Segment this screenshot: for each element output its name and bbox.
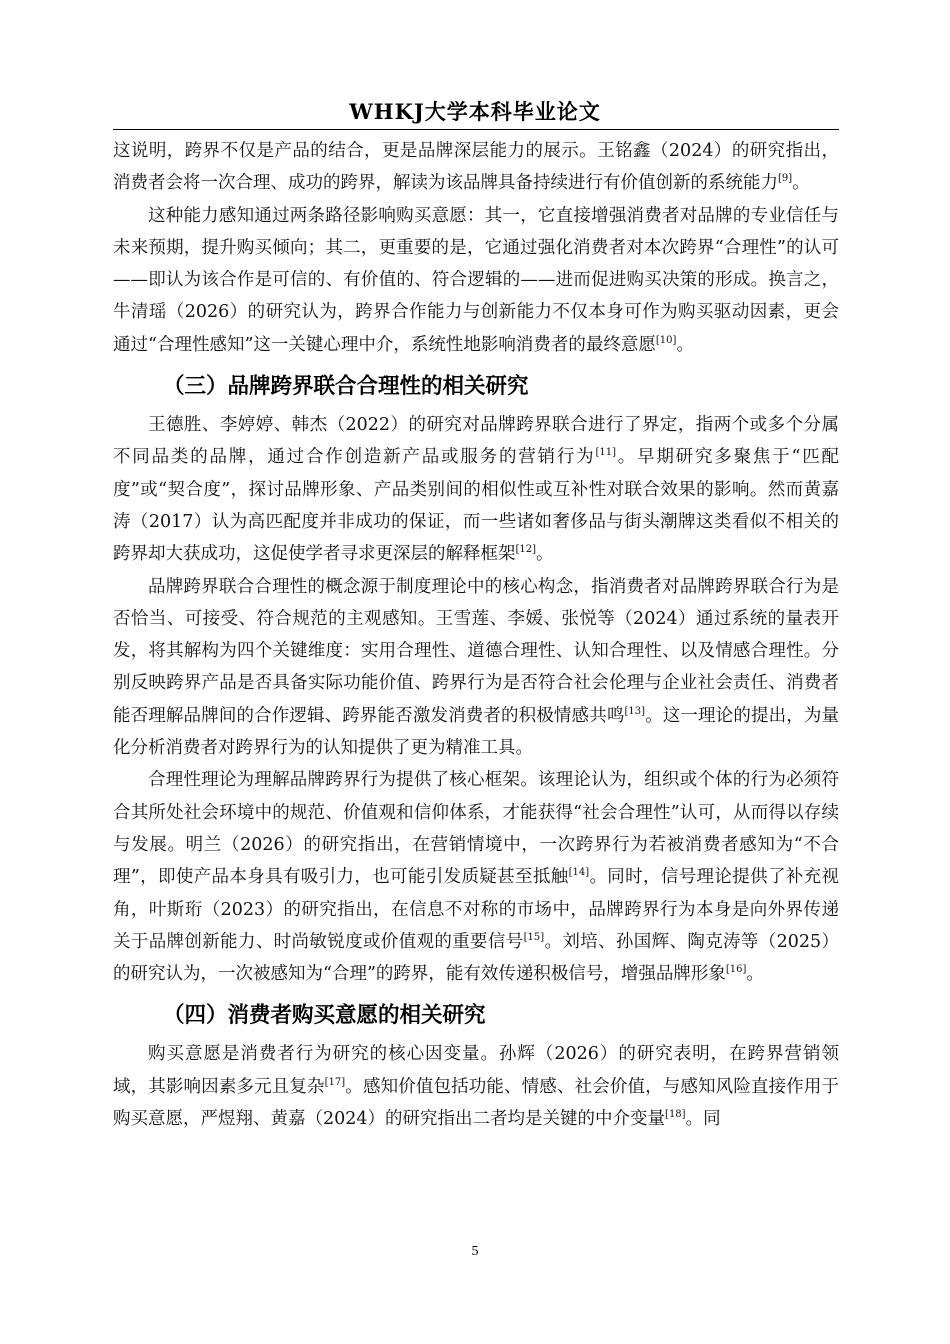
- citation: [17]: [324, 1076, 346, 1088]
- citation: [11]: [595, 447, 616, 459]
- citation: [18]: [665, 1109, 686, 1121]
- paragraph: [113, 135, 839, 200]
- paragraph-text: 。: [792, 173, 810, 194]
- paragraph: [113, 200, 839, 361]
- citation: [12]: [515, 544, 537, 556]
- paragraph-text: 这说明，跨界不仅是产品的结合，更是品牌深层能力的展示。王铭鑫（2024）的研究指出，消费者会将一次合理、成功的跨界，解读为该品牌具备持续进行有价值创新的系统能力: [113, 141, 839, 194]
- page-number: 5: [471, 1244, 479, 1259]
- paragraph-text: 购买意愿是消费者行为研究的核心因变量。孙辉（2026）的研究表明，在跨界营销领域，其影响因素多元且复杂: [113, 1044, 839, 1097]
- paragraph-text: 。同时，信号理论提供了补充视角，叶斯珩（2023）的研究指出，在信息不对称的市场中，品牌跨界行为本身是向外界传递关于品牌创新能力、时尚敏锐度或价值观的重要信号: [113, 867, 839, 952]
- citation: [9]: [778, 173, 793, 185]
- paragraph: [113, 764, 839, 990]
- citation: [10]: [655, 334, 677, 346]
- paragraph-text: 。同: [685, 1109, 721, 1130]
- paragraph-text: 。早期研究多聚焦于“匹配度”或“契合度”，探讨品牌形象、产品类别间的相似性或互补性对联合效果的影响。然而黄嘉涛（2017）认为高匹配度并非成功的保证，而一些诸如奢侈品与街头潮牌这类看似不相关的跨界却大获成功，这促使学者寻求更深层的解释框架: [113, 447, 840, 565]
- running-header: WHKJ大学本科毕业论文: [349, 99, 601, 124]
- paragraph-text: 这种能力感知通过两条路径影响购买意愿：其一，它直接增强消费者对品牌的专业信任与未来预期，提升购买倾向；其二，更重要的是，它通过强化消费者对本次跨界“合理性”的认可——即认为该合作是可信的、有价值的、符合逻辑的——进而促进购买决策的形成。换言之，牛清瑶（2026）的研究认为，跨界合作能力与创新能力不仅本身可作为购买驱动因素，更会通过“合理性感知”这一关键心理中介，系统性地影响消费者的最终意愿: [113, 205, 839, 355]
- paragraph-text: 合理性理论为理解品牌跨界行为提供了核心框架。该理论认为，组织或个体的行为必须符合其所处社会环境中的规范、价值观和信仰体系，才能获得“社会合理性”认可，从而得以存续与发展。明兰（2026）的研究指出，在营销情境中，一次跨界行为若被消费者感知为“不合理”，即使产品本身具有吸引力，也可能引发质疑甚至抵触: [113, 770, 839, 888]
- paragraph-text: 。: [676, 334, 694, 355]
- paragraph-text: 。感知价值包括功能、情感、社会价值，与感知风险直接作用于购买意愿，严煜翔、黄嘉（2024）的研究指出二者均是关键的中介变量: [113, 1076, 839, 1130]
- paragraph: [113, 1038, 839, 1135]
- paragraph-text: 王德胜、李婷婷、韩杰（2022）的研究对品牌跨界联合进行了界定，指两个或多个分属不同品类的品牌，通过合作创造新产品或服务的营销行为: [113, 415, 839, 468]
- paragraph: [113, 409, 839, 570]
- body-text: [113, 135, 839, 1135]
- section-heading-4: （四）消费者购买意愿的相关研究: [163, 1003, 486, 1029]
- header-divider: [113, 129, 839, 130]
- section-heading-3: （三）品牌跨界联合合理性的相关研究: [163, 374, 529, 400]
- citation: [13]: [624, 705, 645, 717]
- paragraph-text: 品牌跨界联合合理性的概念源于制度理论中的核心构念，指消费者对品牌跨界联合行为是否恰当、可接受、符合规范的主观感知。王雪莲、李媛、张悦等（2024）通过系统的量表开发，将其解构为四个关键维度：实用合理性、道德合理性、认知合理性、以及情感合理性。分别反映跨界产品是否具备实际功能价值、跨界行为是否符合社会伦理与企业社会责任、消费者能否理解品牌间的合作逻辑、跨界能否激发消费者的积极情感共鸣: [113, 576, 839, 726]
- citation: [14]: [568, 867, 590, 879]
- paragraph-text: 。: [536, 544, 554, 565]
- citation: [16]: [725, 964, 747, 976]
- paragraph-text: 。: [746, 964, 764, 985]
- paragraph-text: 。这一理论的提出，为量化分析消费者对跨界行为的认知提供了更为精准工具。: [113, 705, 840, 759]
- paragraph: [113, 571, 839, 765]
- citation: [15]: [523, 931, 545, 943]
- paragraph-text: 。刘培、孙国辉、陶克涛等（2025）的研究认为，一次被感知为“合理”的跨界，能有效传递积极信号，增强品牌形象: [113, 931, 839, 985]
